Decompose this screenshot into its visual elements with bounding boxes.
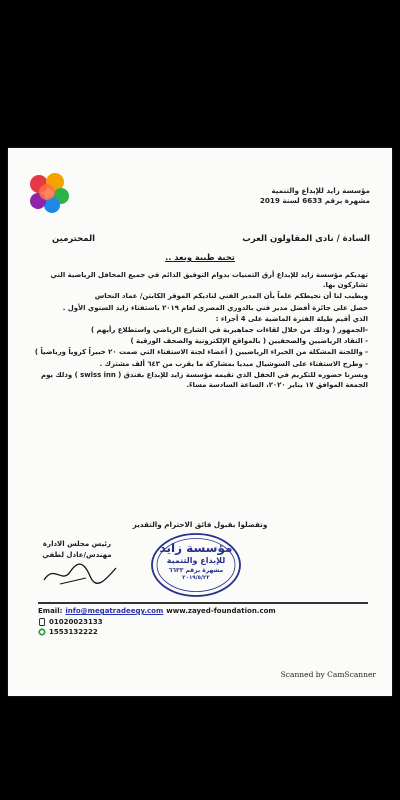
organization-header bbox=[210, 186, 370, 206]
footer-divider bbox=[38, 602, 368, 604]
paragraph: الذي أقيم طيلة الفترة الماضية على 4 أجزاء : bbox=[215, 314, 368, 323]
contact-phone-row bbox=[38, 617, 276, 628]
addressee: السادة / نادى المقاولون العرب bbox=[242, 234, 370, 244]
website-link[interactable]: www.zayed-foundation.com bbox=[166, 607, 276, 615]
whatsapp-icon bbox=[38, 628, 46, 636]
handwritten-signature bbox=[40, 558, 120, 588]
paragraph: تهديكم مؤسسة زايد للإبداع أرق التمنيات بدوام التوفيق الدائم في جميع المحافل الرياضية التي تشاركون بها. bbox=[50, 271, 368, 290]
phone-number: 01020023133 bbox=[49, 617, 103, 626]
whatsapp-number: 1553132222 bbox=[49, 628, 98, 636]
paragraph: ويسرنا حضوره للتكريم في الحفل الذي تقيمه مؤسسة زايد للإبداع بفندق ( swiss inn ) وذلك يوم الجمعة الموافق ١٧ يناير ٢٠٢٠، الساعة السادسة مساءً. bbox=[41, 370, 368, 390]
signatory-name: مهندس/عادل لطفي bbox=[42, 551, 112, 559]
email-label: Email: bbox=[38, 607, 63, 615]
contact-whatsapp-row bbox=[38, 627, 276, 638]
stamp-text bbox=[150, 532, 242, 581]
signatory-title: رئيس مجلس الادارة bbox=[42, 540, 112, 548]
paragraph: حصل على جائزة أفضل مدير فني بالدوري المصري لعام ٢٠١٩ باستفتاء زايد السنوي الأول . bbox=[62, 303, 368, 312]
stamp-line: ٢٠١٩/٥/٢٢ bbox=[182, 575, 210, 581]
paragraph: - واللجنة المشكلة من الخبراء الرياضيين ( أعضاء لجنة الاستفتاء التي ضمت ٢٠ خبيراً كروياً ورياضياً ) bbox=[34, 348, 368, 357]
scanner-watermark: Scanned by CamScanner bbox=[280, 670, 376, 679]
stamp-line: مؤسسة زايد bbox=[159, 541, 233, 555]
stamp-line: مشهرة برقم ٦٦٣٣ bbox=[168, 567, 224, 574]
document-page bbox=[8, 148, 392, 696]
organization-name: مؤسسة زايد للإبداع والتنمية bbox=[271, 186, 370, 195]
closing-line: وتفضلوا بقبول فائق الاحترام والتقدير bbox=[132, 520, 268, 529]
email-link[interactable]: info@megatradeegy.com bbox=[65, 607, 164, 615]
contact-block bbox=[38, 606, 276, 638]
stamp-line: للإبداع والتنمية bbox=[166, 556, 226, 565]
organization-registration: مشهرة برقم 6633 لسنة 2019 bbox=[259, 196, 370, 205]
contact-email-row bbox=[38, 606, 276, 617]
greeting: تحية طيبة وبعد .. bbox=[165, 252, 235, 262]
letter-body bbox=[34, 270, 368, 391]
paragraph: - وطرح الاستفتاء على السوشيال ميديا بمشاركة ما يقرب من ٦٤٣ ألف مشترك . bbox=[99, 359, 368, 368]
paragraph: -الجمهور ( وذلك من خلال لقاءات جماهيرية في الشارع الرياضي واستطلاع رأيهم ) bbox=[90, 326, 368, 335]
phone-icon bbox=[38, 618, 46, 626]
paragraph: ويطيب لنا أن نحيطكم علماً بأن المدير الفني لناديكم الموقر الكابتن/ عماد النحاس bbox=[94, 292, 368, 301]
paragraph: - النقاد الرياضيين والصحفيين ( بالمواقع الإلكترونية والصحف الورقية ) bbox=[130, 337, 368, 346]
respect-title: المحترمين bbox=[52, 234, 96, 244]
foundation-logo bbox=[25, 170, 71, 216]
